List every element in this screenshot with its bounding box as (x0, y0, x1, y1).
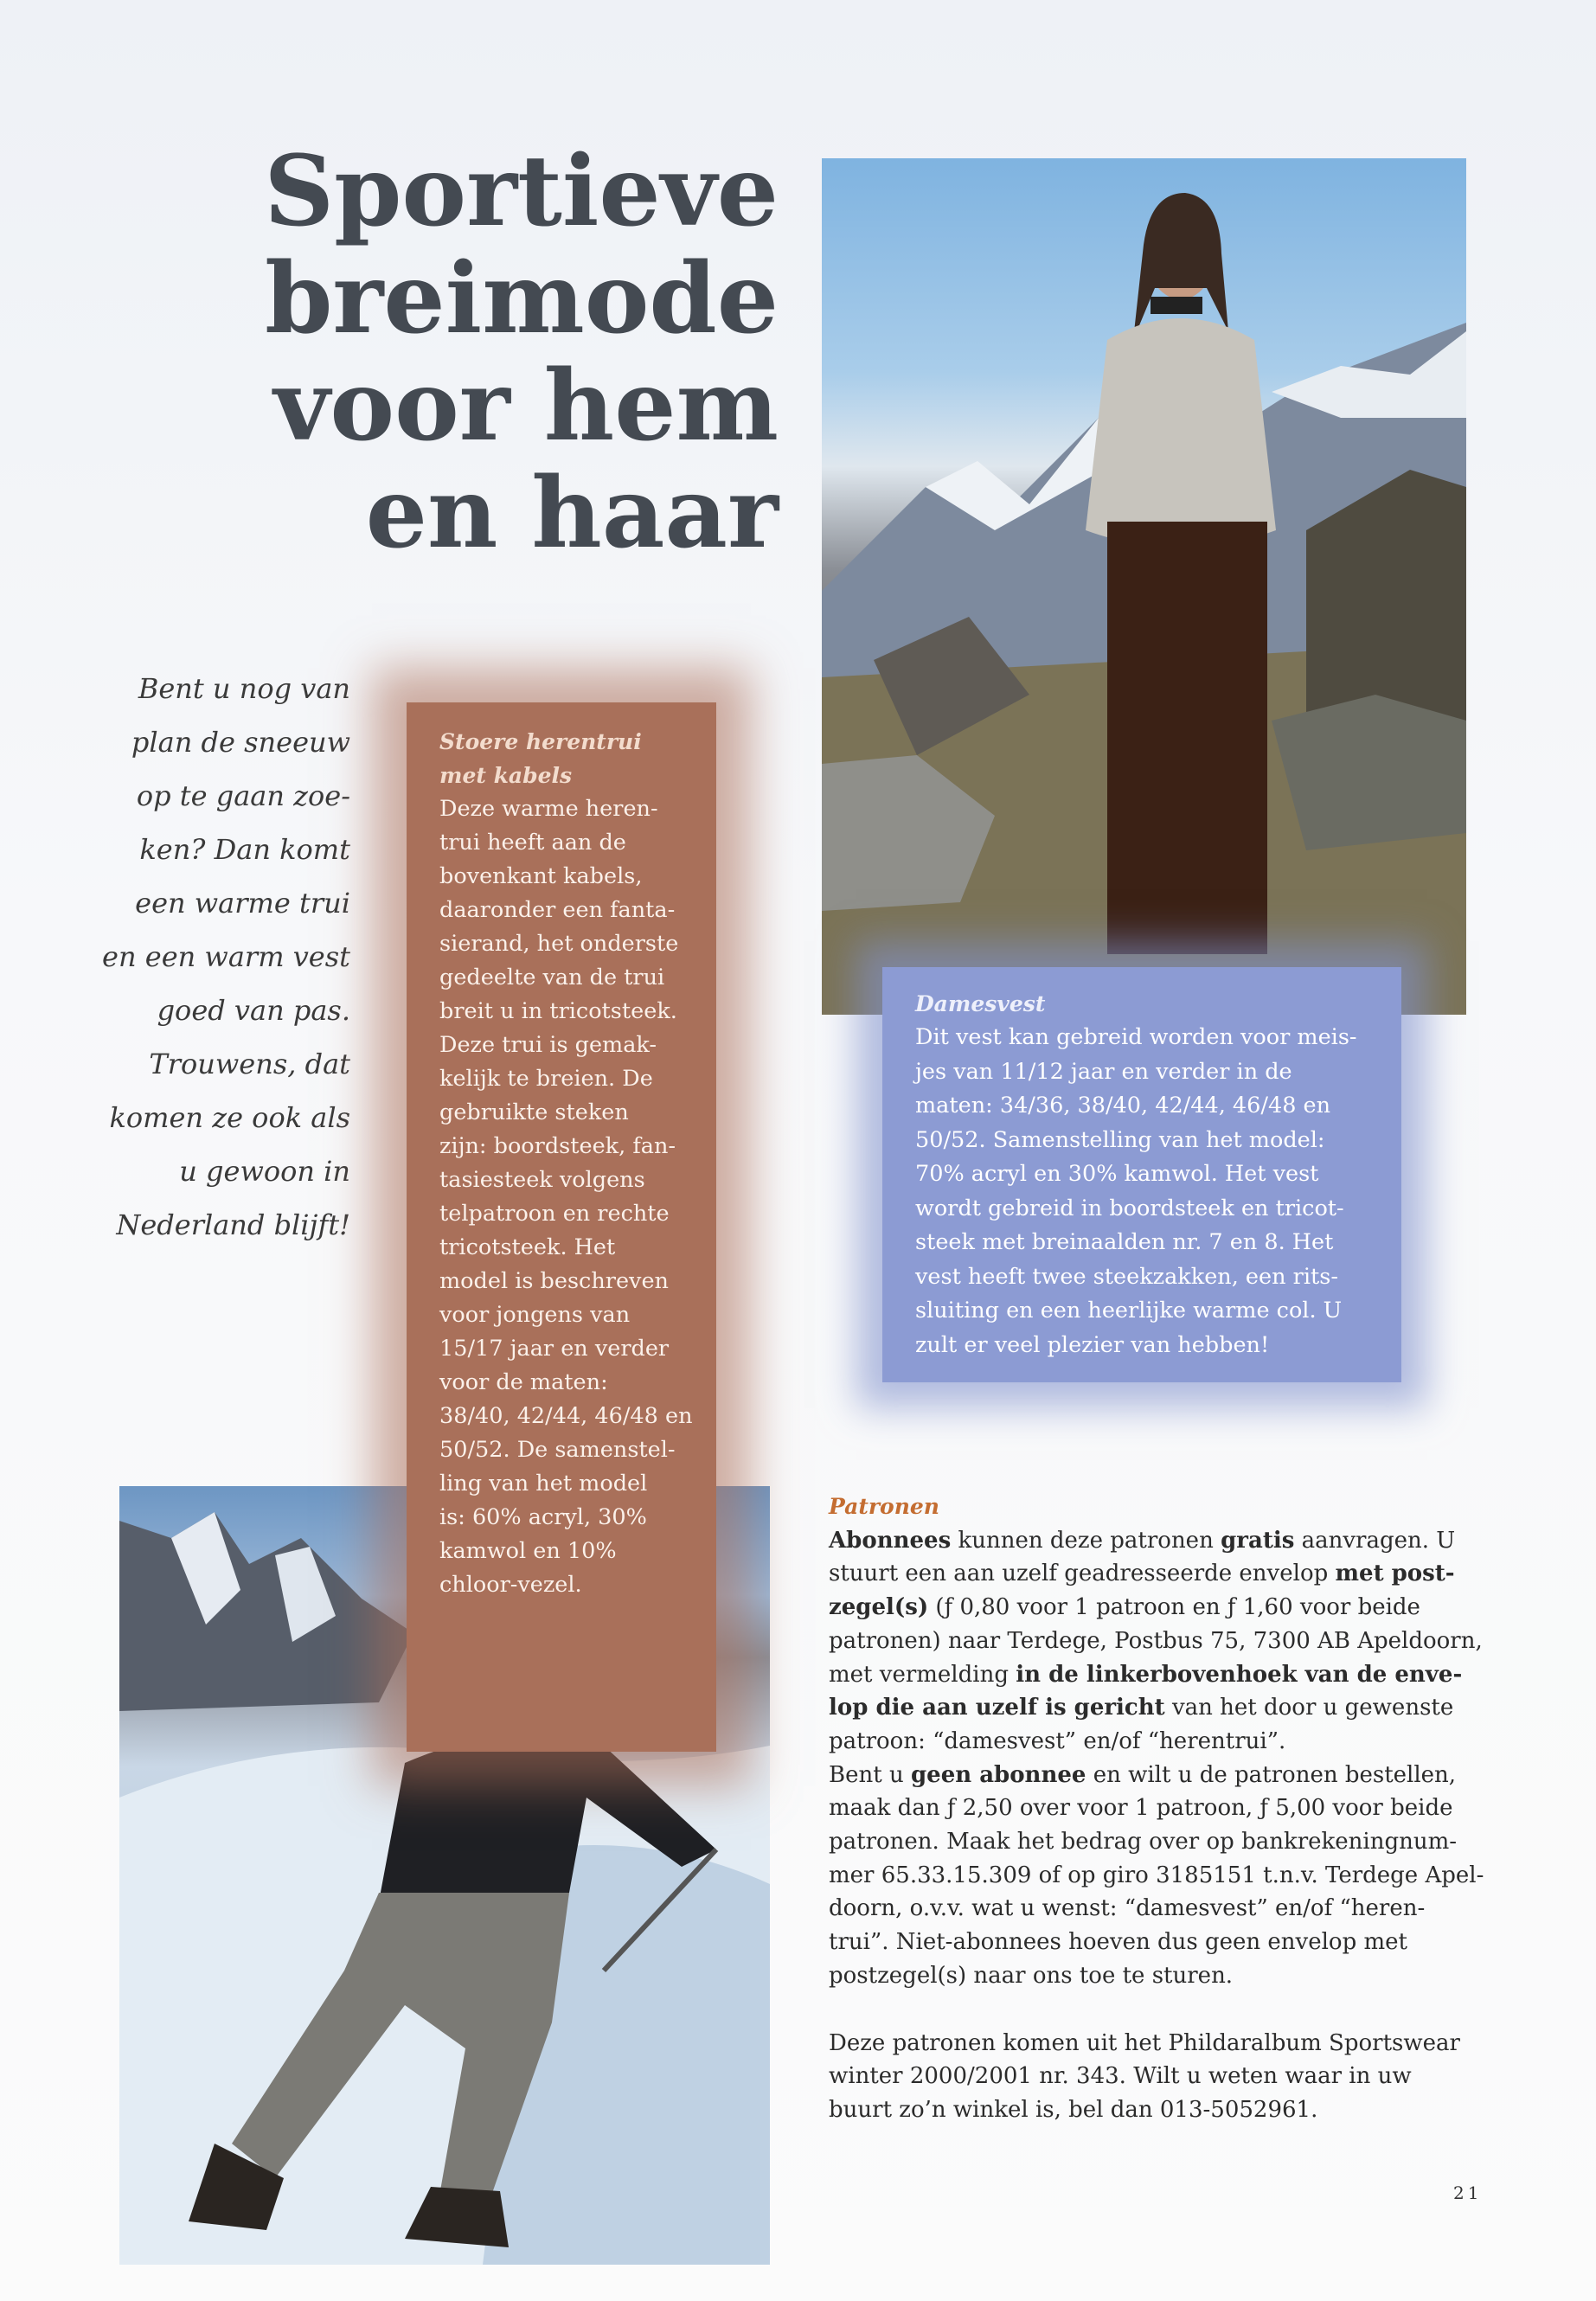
text-line (829, 1691, 1486, 1725)
bold-text: in de linkerbovenhoek van de enve- (1016, 1661, 1463, 1688)
body-line: zult er veel plezier van hebben! (915, 1331, 1270, 1358)
text-line (829, 1557, 1486, 1591)
intro-line: komen ze ook als (109, 1101, 350, 1134)
text-line: doorn, o.v.v. wat u wenst: “damesvest” en/of “heren- (829, 1895, 1426, 1922)
body-line: is: 60% acryl, 30% (439, 1504, 647, 1530)
body-line: 15/17 jaar en verder (439, 1336, 670, 1362)
intro-text (87, 662, 350, 1252)
body-line: gebruikte steken (439, 1099, 629, 1125)
text-run: aanvragen. U (1294, 1527, 1456, 1554)
body-line: Deze trui is gemak- (439, 1032, 657, 1058)
body-line: 38/40, 42/44, 46/48 en (439, 1403, 693, 1429)
bold-text: zegel(s) (829, 1594, 929, 1621)
body-line: telpatroon en rechte (439, 1201, 670, 1227)
intro-line: plan de sneeuw (131, 726, 350, 759)
heading-line: Damesvest (915, 991, 1046, 1016)
intro-line: u gewoon in (179, 1155, 350, 1188)
text-line (829, 1759, 1486, 1792)
body-line: zijn: boordsteek, fan- (439, 1133, 676, 1159)
body-line: maten: 34/36, 38/40, 42/44, 46/48 en (915, 1093, 1331, 1118)
text-line: mer 65.33.15.309 of op giro 3185151 t.n.v. Terdege Apel- (829, 1862, 1484, 1888)
text-line (829, 1524, 1486, 1558)
body-line: kamwol en 10% (439, 1538, 617, 1564)
heading-line: Stoere herentrui (439, 729, 642, 754)
intro-line: Bent u nog van (138, 672, 350, 705)
patronen-paragraph-1 (829, 1524, 1486, 1993)
patronen-heading: Patronen (829, 1494, 939, 1519)
intro-line: op te gaan zoe- (136, 779, 350, 812)
damesvest-text-box (882, 967, 1401, 1382)
title-line: breimode (265, 242, 779, 356)
body-line: tasiesteek volgens (439, 1167, 645, 1193)
body-line: breit u in tricotsteek. (439, 998, 677, 1024)
body-line: model is beschreven (439, 1268, 669, 1294)
body-line: voor jongens van (439, 1302, 631, 1328)
title-line: en haar (365, 457, 779, 570)
text-run: met vermelding (829, 1661, 1016, 1688)
intro-line: een warme trui (135, 887, 350, 920)
text-run: Bent u (829, 1761, 911, 1788)
herentrui-body (439, 792, 701, 1602)
herentrui-heading (439, 725, 701, 792)
intro-line: Trouwens, dat (149, 1048, 350, 1080)
woman-in-mountains-photo (822, 158, 1466, 1015)
text-run: en wilt u de patronen bestellen, (1086, 1761, 1457, 1788)
body-line: vest heeft twee steekzakken, een rits- (915, 1263, 1338, 1290)
body-line: ling van het model (439, 1471, 648, 1497)
intro-line: ken? Dan komt (139, 833, 350, 866)
body-line: wordt gebreid in boordsteek en tricot- (915, 1195, 1344, 1221)
bold-text: gratis (1221, 1527, 1295, 1554)
patronen-paragraph-2 (829, 2027, 1486, 2127)
title-line: Sportieve (264, 135, 779, 248)
bold-text: geen abonnee (910, 1761, 1086, 1788)
bold-text: met post- (1335, 1561, 1455, 1587)
body-line: sierand, het onderste (439, 931, 679, 957)
herentrui-text-box (407, 702, 716, 1752)
body-line: 50/52. Samenstelling van het model: (915, 1126, 1325, 1153)
text-line: buurt zo’n winkel is, bel dan 013-5052961. (829, 2096, 1318, 2123)
text-run: van het door u gewenste (1164, 1695, 1454, 1721)
damesvest-heading (915, 987, 1389, 1021)
text-line: winter 2000/2001 nr. 343. Wilt u weten waar in uw (829, 2063, 1412, 2090)
bold-text: lop die aan uzelf is gericht (829, 1695, 1165, 1721)
body-line: 50/52. De samenstel- (439, 1437, 676, 1463)
body-line: voor de maten: (439, 1369, 608, 1395)
intro-line: goed van pas. (157, 994, 350, 1027)
paragraph-gap (829, 1993, 1486, 2027)
body-line: steek met breinaalden nr. 7 en 8. Het (915, 1229, 1334, 1255)
body-line: bovenkant kabels, (439, 863, 643, 889)
woman-photo-illustration (822, 158, 1466, 1015)
text-line: patronen) naar Terdege, Postbus 75, 7300 AB Apeldoorn, (829, 1627, 1483, 1654)
body-line: sluiting en een heerlijke warme col. U (915, 1298, 1343, 1324)
body-line: 70% acryl en 30% kamwol. Het vest (915, 1161, 1319, 1187)
text-run: stuurt een aan uzelf geadresseerde envelop (829, 1561, 1336, 1587)
title-line: voor hem (273, 349, 779, 463)
body-line: gedeelte van de trui (439, 965, 665, 990)
damesvest-body (915, 1021, 1389, 1362)
body-line: trui heeft aan de (439, 830, 626, 856)
text-line: trui”. Niet-abonnees hoeven dus geen envelop met (829, 1929, 1407, 1956)
intro-line: en een warm vest (102, 940, 350, 973)
page-title (173, 135, 779, 570)
patronen-section (829, 1490, 1486, 2127)
body-line: kelijk te breien. De (439, 1066, 653, 1092)
page-number: 21 (1453, 2182, 1483, 2203)
text-line: patronen. Maak het bedrag over op bankrekeningnum- (829, 1829, 1458, 1856)
text-line (829, 1591, 1486, 1625)
text-line: Deze patronen komen uit het Phildaralbum Sportswear (829, 2029, 1460, 2056)
text-run: kunnen deze patronen (951, 1527, 1221, 1554)
body-line: tricotsteek. Het (439, 1234, 616, 1260)
intro-line: Nederland blijft! (116, 1208, 350, 1241)
text-line: maak dan ƒ 2,50 over voor 1 patroon, ƒ 5,00 voor beide (829, 1795, 1453, 1822)
heading-line: met kabels (439, 763, 573, 788)
body-line: chloor-vezel. (439, 1572, 582, 1598)
text-run: (ƒ 0,80 voor 1 patroon en ƒ 1,60 voor beide (928, 1594, 1420, 1621)
body-line: Deze warme heren- (439, 796, 658, 822)
body-line: jes van 11/12 jaar en verder in de (915, 1058, 1292, 1085)
text-line (829, 1658, 1486, 1692)
body-line: Dit vest kan gebreid worden voor meis- (915, 1024, 1357, 1050)
body-line: daaronder een fanta- (439, 897, 676, 923)
text-line: postzegel(s) naar ons toe te sturen. (829, 1962, 1234, 1989)
bold-text: Abonnees (829, 1527, 952, 1554)
text-line: patroon: “damesvest” en/of “herentrui”. (829, 1727, 1286, 1754)
